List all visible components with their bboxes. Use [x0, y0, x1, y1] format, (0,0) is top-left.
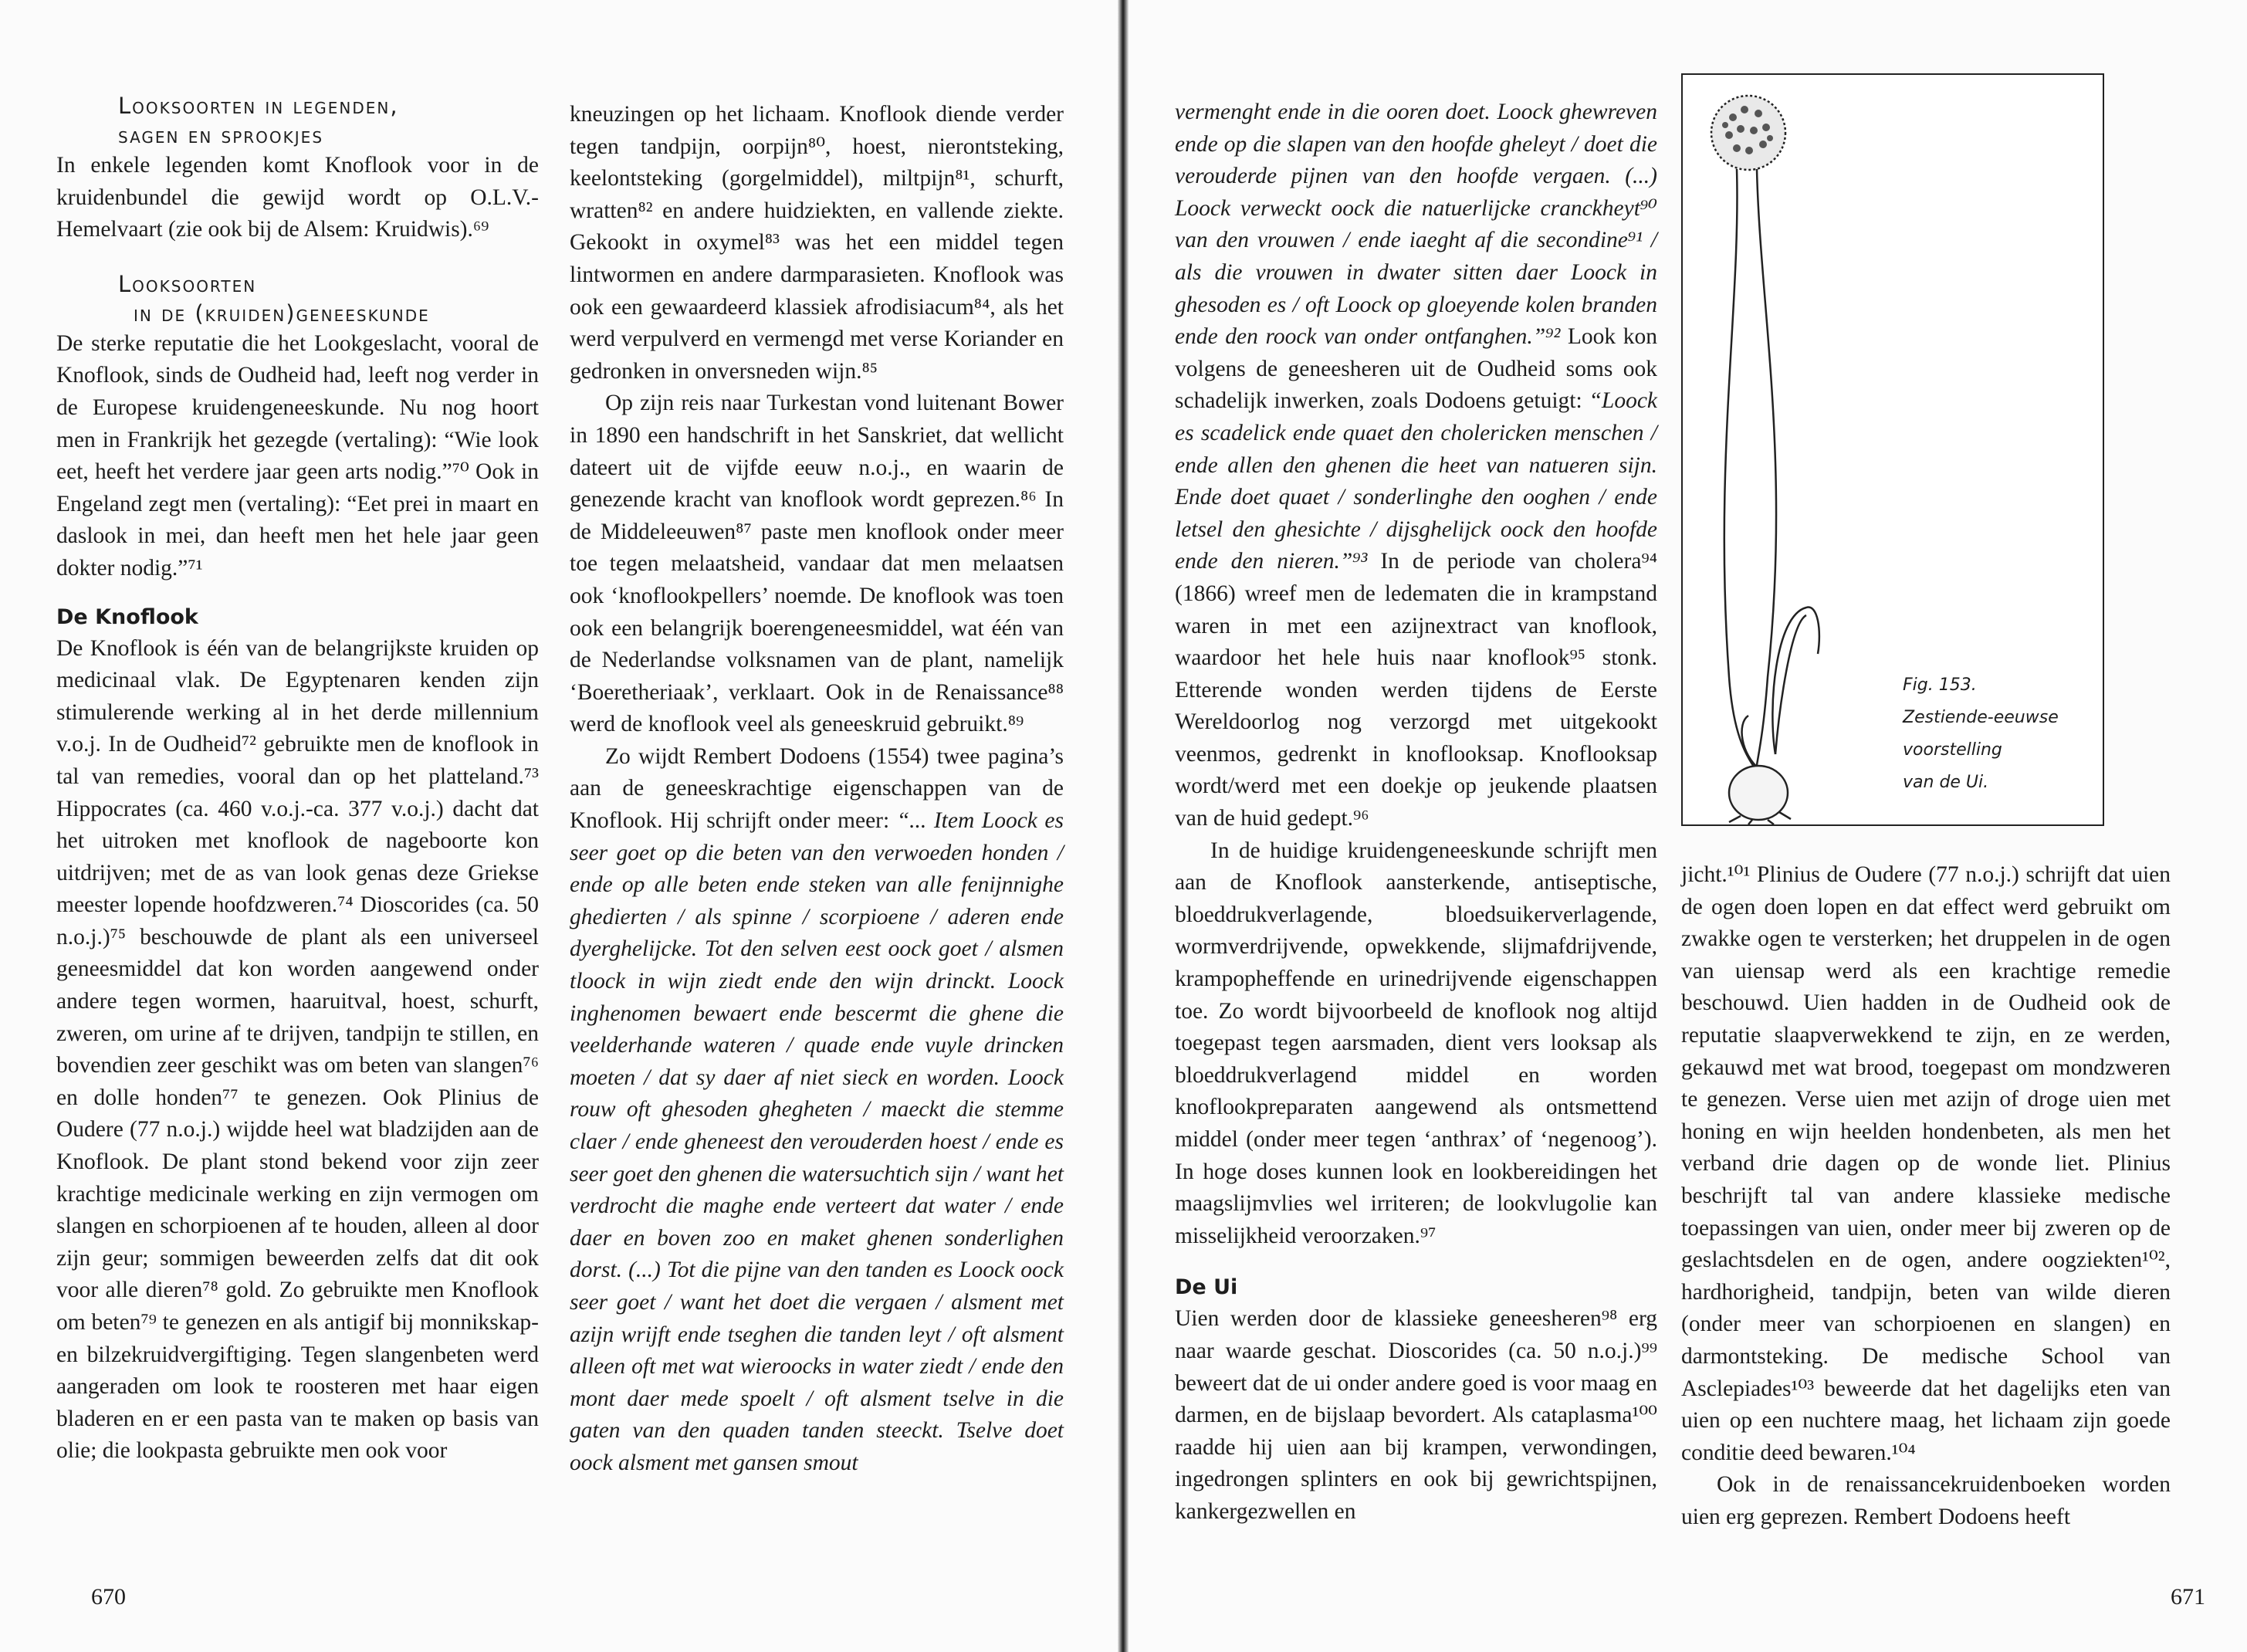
- paragraph-with-quote: [570, 741, 1064, 1480]
- caption-line: voorstelling: [1903, 740, 2002, 760]
- page-number: 670: [91, 1584, 126, 1610]
- heading-line: in de (kruiden)geneeskunde: [134, 300, 430, 327]
- paragraph: Ook in de renaissancekruidenboeken worden uien erg geprezen. Rembert Dodoens heeft: [1681, 1472, 2171, 1529]
- heading-line: sagen en sprookjes: [118, 122, 324, 148]
- section-heading-medicine: [56, 269, 539, 328]
- paragraph-with-quote: [1175, 96, 1657, 835]
- figure-caption: [1903, 669, 2080, 799]
- book-gutter: [1118, 0, 1129, 1652]
- caption-line: Zestiende-eeuwse: [1903, 708, 2059, 727]
- dodoens-quote: “Loock es scadelick ende quaet den cholericken menschen / ende allen den ghenen die heet van natueren sijn. Ende doet quaet / sonderlinghe den ooghen / ende letsel den ghesichte / dijsghelijck oock den hoofde ende den nieren.”⁹³: [1175, 388, 1657, 574]
- page-number: 671: [2171, 1584, 2205, 1610]
- paragraph: In enkele legenden komt Knoflook voor in de kruidenbundel die gewijd wordt op O.L.V.-Hemelvaart (zie ook bij de Alsem: Kruidwis).⁶⁹: [56, 153, 539, 242]
- paragraph: In de huidige kruidengeneeskunde schrijft men aan de Knoflook aansterkende, antiseptische, bloeddrukverlagende, bloedsuikerverlagende, wormverdrijvende, opwekkende, slijmafdrijvende, krampopheffende en urinedrijvende eigenschappen toe. Zo wordt bijvoorbeeld de knoflook nog altijd toegepast tegen aarsmaden, dient vers looksap als bloeddrukverlagend middel en worden knoflookpreparaten aangewend als ontsmettend middel (onder meer tegen ‘anthrax’ of ‘negenoog’). In hoge doses kunnen look en lookbereidingen het maagslijmvlies wel irriteren; de lookvlugolie kan misselijkheid veroorzaken.⁹⁷: [1175, 838, 1657, 1248]
- caption-line: van de Ui.: [1903, 773, 1989, 792]
- right-column-1: [1175, 96, 1657, 1528]
- paragraph: De sterke reputatie die het Lookgeslacht, vooral de Knoflook, sinds de Oudheid had, leeft nog verder in de Europese kruidengeneeskunde. Nu nog hoort men in Frankrijk het gezegde (vertaling): “Wie look eet, heeft het verdere jaar geen arts nodig.”⁷⁰ Ook in Engeland zegt men (vertaling): “Eet prei in maart en daslook in mei, dan heeft men het hele jaar geen dokter nodig.”⁷¹: [56, 330, 539, 581]
- dodoens-quote: “... Item Loock es seer goet op die beten van den verwoeden honden / ende op alle beten ende steken van alle fenijnnighe ghedierten / als spinne / scorpioene / aderen ende dyerghelijcke. Tot den selven eest oock goet / alsmen tloock in wijn ziedt ende den wijn drinckt. Loock inghenomen bewaert ende bescermt die ghene die veelderhande wateren / quade ende vuyle drincken moeten / dat sy daer af niet sieck en worden. Loock rouw oft ghesoden ghegheten / maeckt die stemme claer / ende gheneest den verouderden hoest / ende es seer goet den ghenen die watersuchtich sijn / want het verdrocht die maghe ende verteert dat water / ende daer en boven zoo en maket ghenen sonderlighen dorst. (...) Tot die pijne van den tanden es Loock oock seer goet / want het doet die vergaen / alsment met azijn wrijft ende tseghen die tanden leyt / oft alsment alleen oft met wat wieroocks in water ziedt / ende den mont daer mede spoelt / oft alsment tselve in die gaten van den quaden tanden steeckt. Tselve doet oock alsment met gansen smout: [570, 808, 1064, 1475]
- paragraph-text: In de periode van cholera⁹⁴ (1866) wreef men de ledematen die in krampstand waren in met een azijnextract van knoflook, waardoor het hele huis naar knoflook⁹⁵ stonk. Etterende wonden werden tijdens de Eerste Wereldoorlog nog verzorgd met uitgekookt veenmos, gedrenkt in knoflooksap. Knoflooksap wordt/werd met een doekje op jeukende plaatsen van de huid gedept.⁹⁶: [1175, 549, 1657, 831]
- paragraph-text: Look kon volgens de geneesheren uit de Oudheid soms ook schadelijk inwerken, zoals Dodoens getuigt:: [1175, 324, 1657, 414]
- paragraph: De Knoflook is één van de belangrijkste kruiden op medicinaal vlak. De Egyptenaren kenden zijn stimulerende werking al in het derde millennium v.o.j. In de Oudheid⁷² gebruikte men de knoflook in tal van remedies, vooral dan op het platteland.⁷³ Hippocrates (ca. 460 v.o.j.-ca. 377 v.o.j.) dacht dat het uitroken met knoflook de nageboorte kon uitdrijven; met de as van look genas deze Griekse meester lopende hoofdzweren.⁷⁴ Dioscorides (ca. 50 n.o.j.)⁷⁵ beschouwde de plant als een universeel geneesmiddel dat kon worden aangewend onder andere tegen wormen, haaruitval, hoest, schurft, zweren, om urine af te drijven, tandpijn te stillen, en bovendien zeer geschikt was om beten van slangen⁷⁶ en dolle honden⁷⁷ te genezen. Ook Plinius de Oudere (77 n.o.j.) wijdde heel wat bladzijden aan de Knoflook. De plant stond bekend voor zijn zeer krachtige medicinale werking en zijn vermogen om slangen en schorpioenen af te houden, alleen al door zijn geur; sommigen beweerden zelfs dat dit ook voor alle dieren⁷⁸ gold. Zo gebruikte men Knoflook om beten⁷⁹ te genezen en als antigif bij monnikskap- en bilzekruidvergiftiging. Tegen slangenbeten werd aangeraden om look te roosteren met haar eigen bladeren en er een pasta van te maken op basis van olie; die lookpasta gebruikte men ook voor: [56, 635, 539, 1464]
- figure-onion: [1681, 73, 2104, 826]
- subheading-knoflook: De Knoflook: [56, 604, 198, 629]
- paragraph: jicht.¹⁰¹ Plinius de Oudere (77 n.o.j.) schrijft dat uien de ogen doen lopen en dat effect werd gebruikt om zwakke ogen te versterken; het druppelen in de ogen van uiensap werd als een krachtige remedie beschouwd. Uien hadden in de Oudheid ook de reputatie slaapverwekkend te zijn, en ze werden, gekauwd met wat brood, toegepast om mondzweren te genezen. Verse uien met azijn of droge uien met honing en wijn heelden hondenbeten, als men het verband drie dagen op de wonde liet. Plinius beschrijft tal van andere klassieke medische toepassingen van uien, onder meer bij zweren op de geslachtsdelen en de ogen, andere oogziekten¹⁰², hardhorigheid, tandpijn, beten van wilde dieren (onder meer van schorpioenen en slangen) en darmontsteking. De medische School van Asclepiades¹⁰³ beweerde dat het dagelijks eten van uien op een nuchtere maag, het lichaam zijn goede conditie deed bewaren.¹⁰⁴: [1681, 862, 2171, 1465]
- section-heading-legends: [56, 91, 539, 150]
- heading-line: Looksoorten: [118, 270, 257, 297]
- dodoens-quote: vermenght ende in die ooren doet. Loock ghewreven ende op die slapen van den hoofde gheleyt / doet die verouderde pijnen van den hoofde vergaen. (...) Loock verweckt oock die natuerlijcke cranckheyt⁹⁰ van den vrouwen / ende iaeght af die secondine⁹¹ / als die vrouwen in dwater sitten daer Loock in ghesoden es / oft Loock op gloeyende kolen branden ende den roock van onder ontfanghen.”⁹²: [1175, 100, 1657, 350]
- subheading-ui: De Ui: [1175, 1275, 1238, 1300]
- left-column-2: [570, 99, 1064, 1480]
- paragraph: Op zijn reis naar Turkestan vond luitenant Bower in 1890 een handschrift in het Sanskriet, dat wellicht dateert uit de vijfde eeuw n.o.j., en waarin de genezende kracht van knoflook wordt geprezen.⁸⁶ In de Middeleeuwen⁸⁷ paste men knoflook onder meer toe tegen melaatsheid, vandaar dat men melaatsen ook ‘knoflookpellers’ noemde. De knoflook was toen ook een belangrijk boerengeneesmiddel, wat één van de Nederlandse volksnamen van de plant, namelijk ‘Boeretheriaak’, verklaart. Ook in de Renaissance⁸⁸ werd de knoflook veel als geneeskruid gebruikt.⁸⁹: [570, 391, 1064, 737]
- right-column-2: [1681, 859, 2171, 1533]
- caption-line: Fig. 153.: [1903, 675, 1977, 695]
- heading-line: Looksoorten in legenden,: [118, 93, 399, 119]
- left-page: [0, 0, 1118, 1652]
- paragraph: Uien werden door de klassieke geneesheren⁹⁸ erg naar waarde geschat. Dioscorides (ca. 50 n.o.j.)⁹⁹ beweert dat de ui onder andere goed is voor maag en darmen, en de bijslaap bevordert. Als cataplasma¹⁰⁰ raadde hij uien aan bij krampen, verwondingen, ingedrongen splinters en ook bij gewrichtspijnen, kankergezwellen en: [1175, 1306, 1657, 1524]
- left-column-1: [56, 91, 539, 1468]
- paragraph: kneuzingen op het lichaam. Knoflook diende verder tegen tandpijn, oorpijn⁸⁰, hoest, nierontsteking, keelontsteking (gorgelmiddel), miltpijn⁸¹, schurft, wratten⁸² en andere huidziekten, en vallende ziekte. Gekookt in oxymel⁸³ was het een middel tegen lintwormen en andere darmparasieten. Knoflook was ook een gewaardeerd klassiek afrodisiacum⁸⁴, als het werd verpulverd en vermengd met verse Koriander en gedronken in onversneden wijn.⁸⁵: [570, 102, 1064, 384]
- paragraph-lead: Zo wijdt Rembert Dodoens (1554) twee pagina’s aan de geneeskrachtige eigenschappen van de Knoflook. Hij schrijft onder meer:: [570, 743, 1064, 834]
